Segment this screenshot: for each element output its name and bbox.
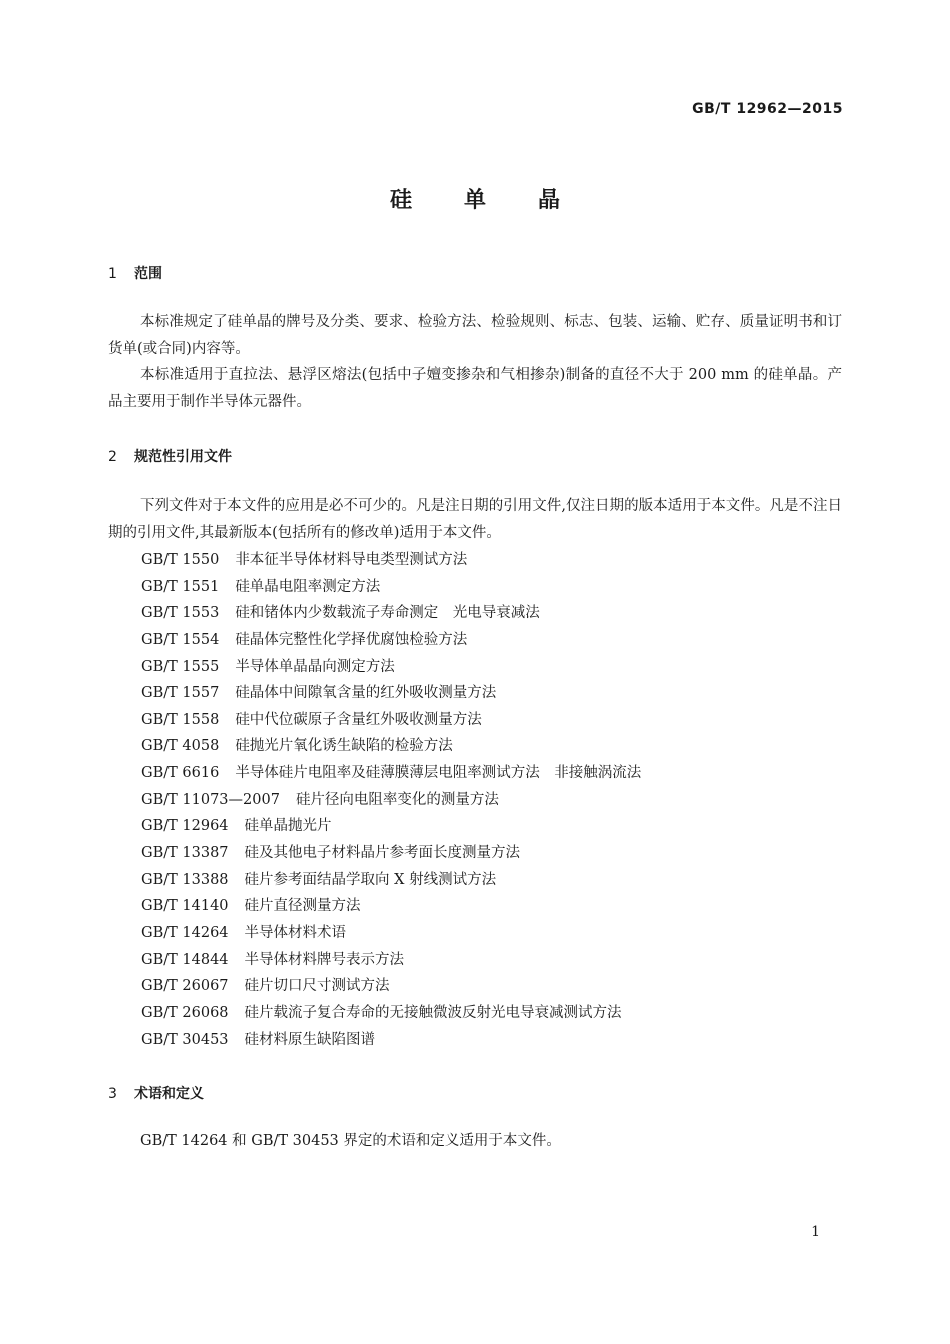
- reference-title: 硅片径向电阻率变化的测量方法: [295, 791, 499, 808]
- reference-code: GB/T 6616: [141, 765, 220, 782]
- reference-code: GB/T 12964: [141, 818, 229, 835]
- list-item: [141, 787, 641, 814]
- section-title: 术语和定义: [134, 1086, 204, 1102]
- list-item: [141, 947, 641, 974]
- reference-code: GB/T 11073—2007: [141, 791, 280, 808]
- list-item: [141, 627, 641, 654]
- list-item: [141, 547, 641, 574]
- reference-title: 半导体单晶晶向测定方法: [235, 658, 395, 675]
- reference-code: GB/T 1554: [141, 631, 220, 648]
- reference-code: GB/T 26067: [141, 978, 229, 995]
- reference-code: GB/T 14844: [141, 951, 229, 968]
- list-item: [141, 654, 641, 681]
- reference-code: GB/T 1557: [141, 685, 220, 702]
- list-item: [141, 707, 641, 734]
- reference-title: 硅和锗体内少数载流子寿命测定 光电导衰减法: [235, 605, 540, 622]
- reference-title: 硅晶体中间隙氧含量的红外吸收测量方法: [235, 685, 497, 702]
- list-item: [141, 600, 641, 627]
- section-title: 规范性引用文件: [134, 449, 232, 465]
- reference-code: GB/T 26068: [141, 1004, 229, 1021]
- list-item: [141, 840, 641, 867]
- section-number: 2: [108, 449, 117, 465]
- list-item: [141, 973, 641, 1000]
- scope-paragraph-1: 本标准规定了硅单晶的牌号及分类、要求、检验方法、检验规则、标志、包装、运输、贮存、质量证明书和订货单(或合同)内容等。: [108, 314, 842, 357]
- reference-title: 硅材料原生缺陷图谱: [244, 1031, 376, 1048]
- reference-title: 硅片切口尺寸测试方法: [244, 978, 390, 995]
- reference-code: GB/T 1550: [141, 552, 220, 568]
- reference-title: 硅晶体完整性化学择优腐蚀检验方法: [235, 631, 468, 648]
- reference-code: GB/T 1555: [141, 658, 220, 675]
- reference-code: GB/T 13388: [141, 871, 229, 888]
- terms-paragraph: GB/T 14264 和 GB/T 30453 界定的术语和定义适用于本文件。: [140, 1133, 561, 1149]
- reference-code: GB/T 14264: [141, 924, 229, 941]
- reference-code: GB/T 4058: [141, 738, 220, 755]
- list-item: [141, 733, 641, 760]
- reference-title: 硅抛光片氧化诱生缺陷的检验方法: [235, 738, 453, 755]
- reference-code: GB/T 14140: [141, 898, 229, 915]
- reference-title: 硅片载流子复合寿命的无接触微波反射光电导衰减测试方法: [244, 1004, 622, 1021]
- reference-title: 半导体材料术语: [244, 924, 347, 941]
- list-item: [141, 920, 641, 947]
- reference-code: GB/T 1551: [141, 578, 220, 595]
- list-item: [141, 1000, 641, 1027]
- list-item: [141, 867, 641, 894]
- reference-code: GB/T 1553: [141, 605, 220, 622]
- references-intro-paragraph: 下列文件对于本文件的应用是必不可少的。凡是注日期的引用文件,仅注日期的版本适用于本文件。凡是不注日期的引用文件,其最新版本(包括所有的修改单)适用于本文件。: [108, 498, 842, 541]
- list-item: [141, 760, 641, 787]
- reference-title: 硅单晶抛光片: [244, 818, 332, 835]
- standard-number: GB/T 12962—2015: [692, 101, 843, 117]
- section-heading-terms-definitions: [108, 1083, 204, 1103]
- list-item: [141, 680, 641, 707]
- reference-title: 硅单晶电阻率测定方法: [235, 578, 381, 595]
- section-number: 1: [108, 266, 117, 282]
- reference-title: 硅中代位碳原子含量红外吸收测量方法: [235, 711, 482, 728]
- section-title: 范围: [134, 266, 162, 282]
- reference-title: 硅片直径测量方法: [244, 898, 361, 915]
- list-item: [141, 813, 641, 840]
- section-heading-scope: [108, 263, 162, 283]
- list-item: [141, 893, 641, 920]
- reference-title: 硅片参考面结晶学取向 X 射线测试方法: [244, 871, 497, 888]
- page-number: 1: [811, 1224, 820, 1240]
- reference-code: GB/T 30453: [141, 1031, 229, 1048]
- reference-title: 硅及其他电子材料晶片参考面长度测量方法: [244, 845, 521, 862]
- scope-paragraph-2: 本标准适用于直拉法、悬浮区熔法(包括中子嬗变掺杂和气相掺杂)制备的直径不大于 200 mm 的硅单晶。产品主要用于制作半导体元器件。: [108, 367, 842, 410]
- list-item: [141, 574, 641, 601]
- list-item: [141, 1027, 641, 1054]
- section-heading-normative-references: [108, 446, 232, 466]
- document-title: 硅单晶: [389, 188, 612, 213]
- reference-code: GB/T 13387: [141, 845, 229, 862]
- reference-title: 半导体材料牌号表示方法: [244, 951, 405, 968]
- reference-code: GB/T 1558: [141, 711, 220, 728]
- reference-title: 非本征半导体材料导电类型测试方法: [235, 552, 468, 568]
- reference-list: [141, 547, 641, 1053]
- reference-title: 半导体硅片电阻率及硅薄膜薄层电阻率测试方法 非接触涡流法: [235, 765, 642, 782]
- section-number: 3: [108, 1086, 117, 1102]
